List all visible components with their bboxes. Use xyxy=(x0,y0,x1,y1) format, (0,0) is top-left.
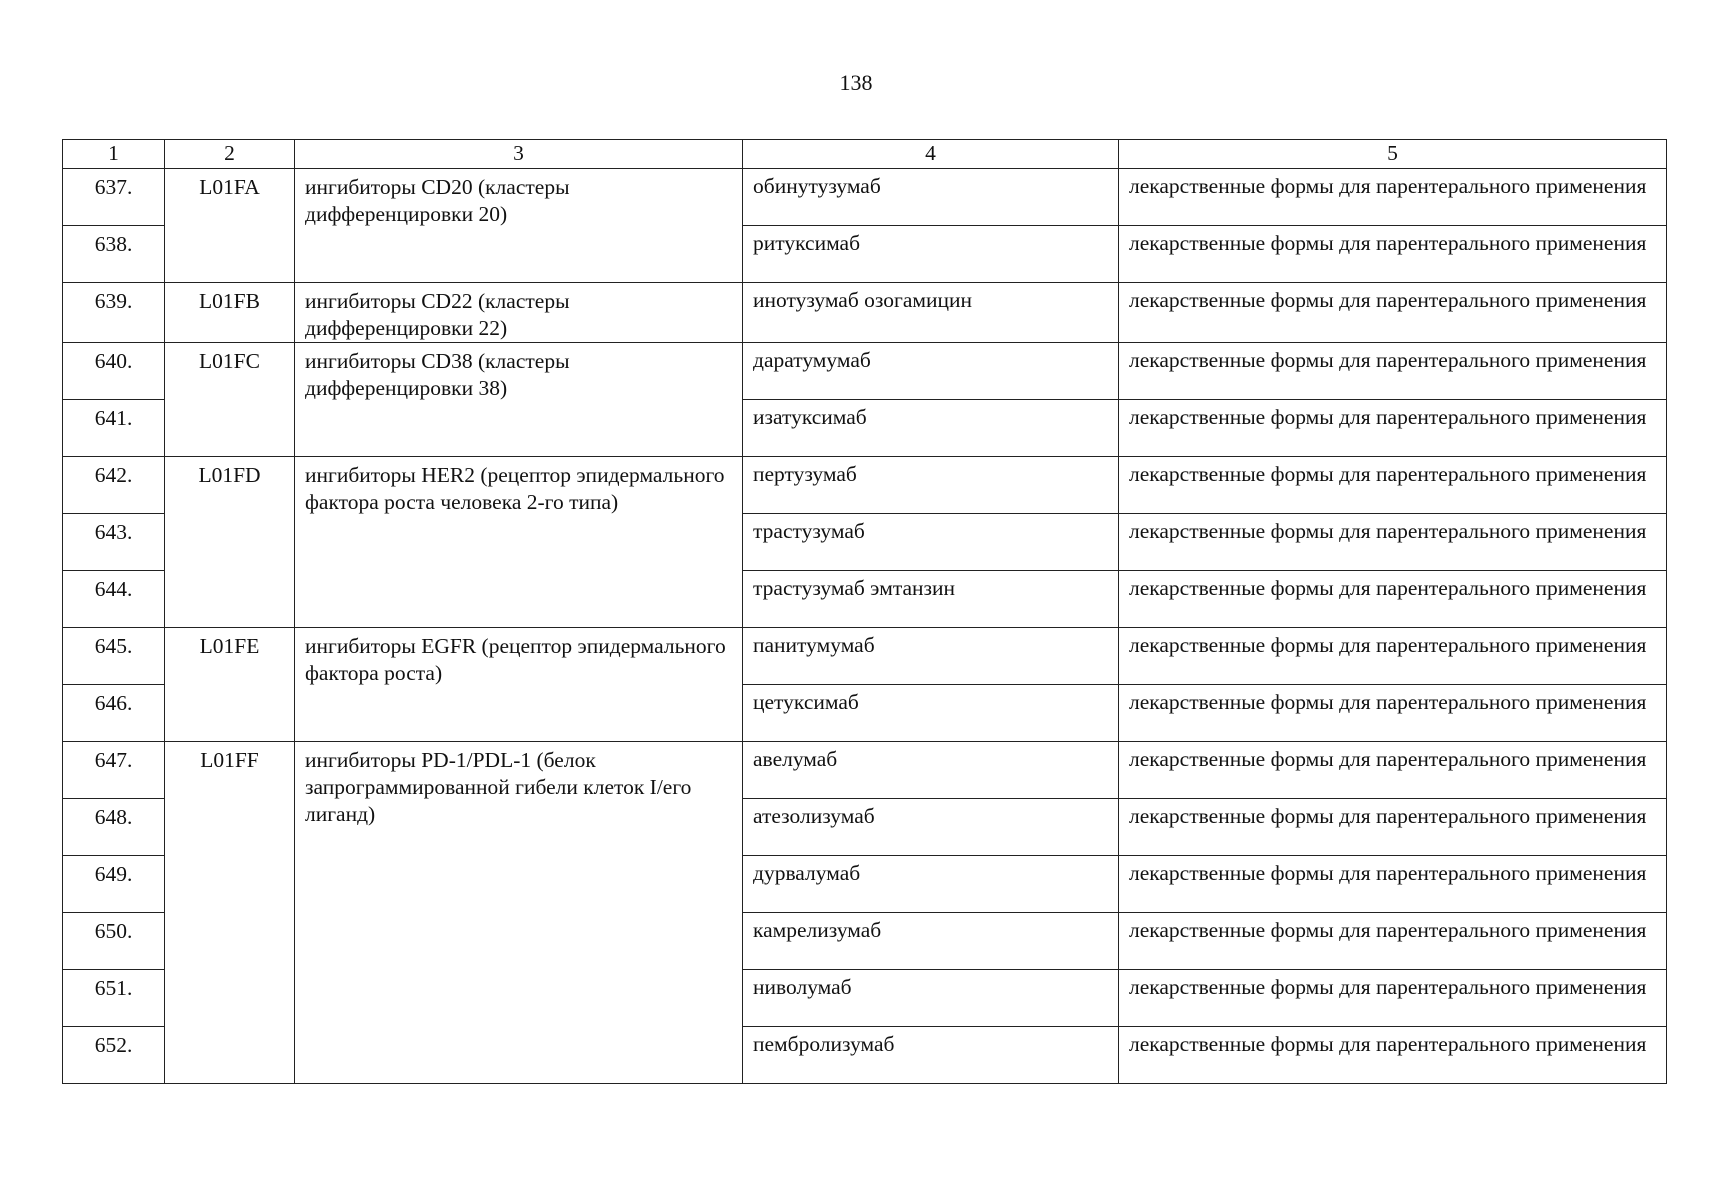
dosage-form: лекарственные формы для парентерального применения xyxy=(1119,856,1667,913)
dosage-form: лекарственные формы для парентерального применения xyxy=(1119,571,1667,628)
dosage-form: лекарственные формы для парентерального применения xyxy=(1119,514,1667,571)
drug-name: трастузумаб эмтанзин xyxy=(743,571,1119,628)
drug-name: обинутузумаб xyxy=(743,169,1119,226)
drug-table xyxy=(62,139,1667,1084)
drug-name: изатуксимаб xyxy=(743,400,1119,457)
row-number: 650. xyxy=(63,913,165,970)
drug-name: дурвалумаб xyxy=(743,856,1119,913)
atc-code: L01FA xyxy=(165,169,295,283)
table-row xyxy=(63,343,1667,400)
dosage-form: лекарственные формы для парентерального применения xyxy=(1119,283,1667,343)
atc-code: L01FD xyxy=(165,457,295,628)
row-number: 641. xyxy=(63,400,165,457)
table-row xyxy=(63,457,1667,514)
atc-code: L01FE xyxy=(165,628,295,742)
dosage-form: лекарственные формы для парентерального применения xyxy=(1119,742,1667,799)
atc-code: L01FB xyxy=(165,283,295,343)
atc-code: L01FF xyxy=(165,742,295,1084)
row-number: 639. xyxy=(63,283,165,343)
header-col-2: 2 xyxy=(165,140,295,169)
drug-name: ритуксимаб xyxy=(743,226,1119,283)
dosage-form: лекарственные формы для парентерального применения xyxy=(1119,799,1667,856)
row-number: 643. xyxy=(63,514,165,571)
group-name: ингибиторы CD22 (кластеры дифференцировки 22) xyxy=(295,283,743,343)
row-number: 642. xyxy=(63,457,165,514)
header-row xyxy=(63,140,1667,169)
dosage-form: лекарственные формы для парентерального применения xyxy=(1119,457,1667,514)
table-row xyxy=(63,283,1667,343)
table-body xyxy=(63,169,1667,1084)
table-row xyxy=(63,169,1667,226)
row-number: 638. xyxy=(63,226,165,283)
header-col-4: 4 xyxy=(743,140,1119,169)
dosage-form: лекарственные формы для парентерального применения xyxy=(1119,1027,1667,1084)
group-name: ингибиторы HER2 (рецептор эпидермального фактора роста человека 2-го типа) xyxy=(295,457,743,628)
drug-name: цетуксимаб xyxy=(743,685,1119,742)
group-name: ингибиторы EGFR (рецептор эпидермального фактора роста) xyxy=(295,628,743,742)
row-number: 651. xyxy=(63,970,165,1027)
dosage-form: лекарственные формы для парентерального применения xyxy=(1119,169,1667,226)
row-number: 648. xyxy=(63,799,165,856)
dosage-form: лекарственные формы для парентерального применения xyxy=(1119,343,1667,400)
drug-name: атезолизумаб xyxy=(743,799,1119,856)
dosage-form: лекарственные формы для парентерального применения xyxy=(1119,970,1667,1027)
row-number: 652. xyxy=(63,1027,165,1084)
dosage-form: лекарственные формы для парентерального применения xyxy=(1119,685,1667,742)
table-row xyxy=(63,742,1667,799)
row-number: 645. xyxy=(63,628,165,685)
header-col-5: 5 xyxy=(1119,140,1667,169)
atc-code: L01FC xyxy=(165,343,295,457)
drug-name: пембролизумаб xyxy=(743,1027,1119,1084)
drug-name: пертузумаб xyxy=(743,457,1119,514)
drug-name: панитумумаб xyxy=(743,628,1119,685)
drug-name: авелумаб xyxy=(743,742,1119,799)
dosage-form: лекарственные формы для парентерального применения xyxy=(1119,400,1667,457)
row-number: 649. xyxy=(63,856,165,913)
dosage-form: лекарственные формы для парентерального применения xyxy=(1119,628,1667,685)
header-col-1: 1 xyxy=(63,140,165,169)
page-number: 138 xyxy=(839,70,873,95)
drug-name: инотузумаб озогамицин xyxy=(743,283,1119,343)
dosage-form: лекарственные формы для парентерального применения xyxy=(1119,226,1667,283)
drug-name: ниволумаб xyxy=(743,970,1119,1027)
drug-name: камрелизумаб xyxy=(743,913,1119,970)
table-row xyxy=(63,628,1667,685)
row-number: 647. xyxy=(63,742,165,799)
group-name: ингибиторы PD-1/PDL-1 (белок запрограммированной гибели клеток I/его лиганд) xyxy=(295,742,743,1084)
drug-name: даратумумаб xyxy=(743,343,1119,400)
row-number: 644. xyxy=(63,571,165,628)
row-number: 640. xyxy=(63,343,165,400)
dosage-form: лекарственные формы для парентерального применения xyxy=(1119,913,1667,970)
row-number: 646. xyxy=(63,685,165,742)
header-col-3: 3 xyxy=(295,140,743,169)
group-name: ингибиторы CD20 (кластеры дифференцировки 20) xyxy=(295,169,743,283)
group-name: ингибиторы CD38 (кластеры дифференцировки 38) xyxy=(295,343,743,457)
drug-name: трастузумаб xyxy=(743,514,1119,571)
row-number: 637. xyxy=(63,169,165,226)
